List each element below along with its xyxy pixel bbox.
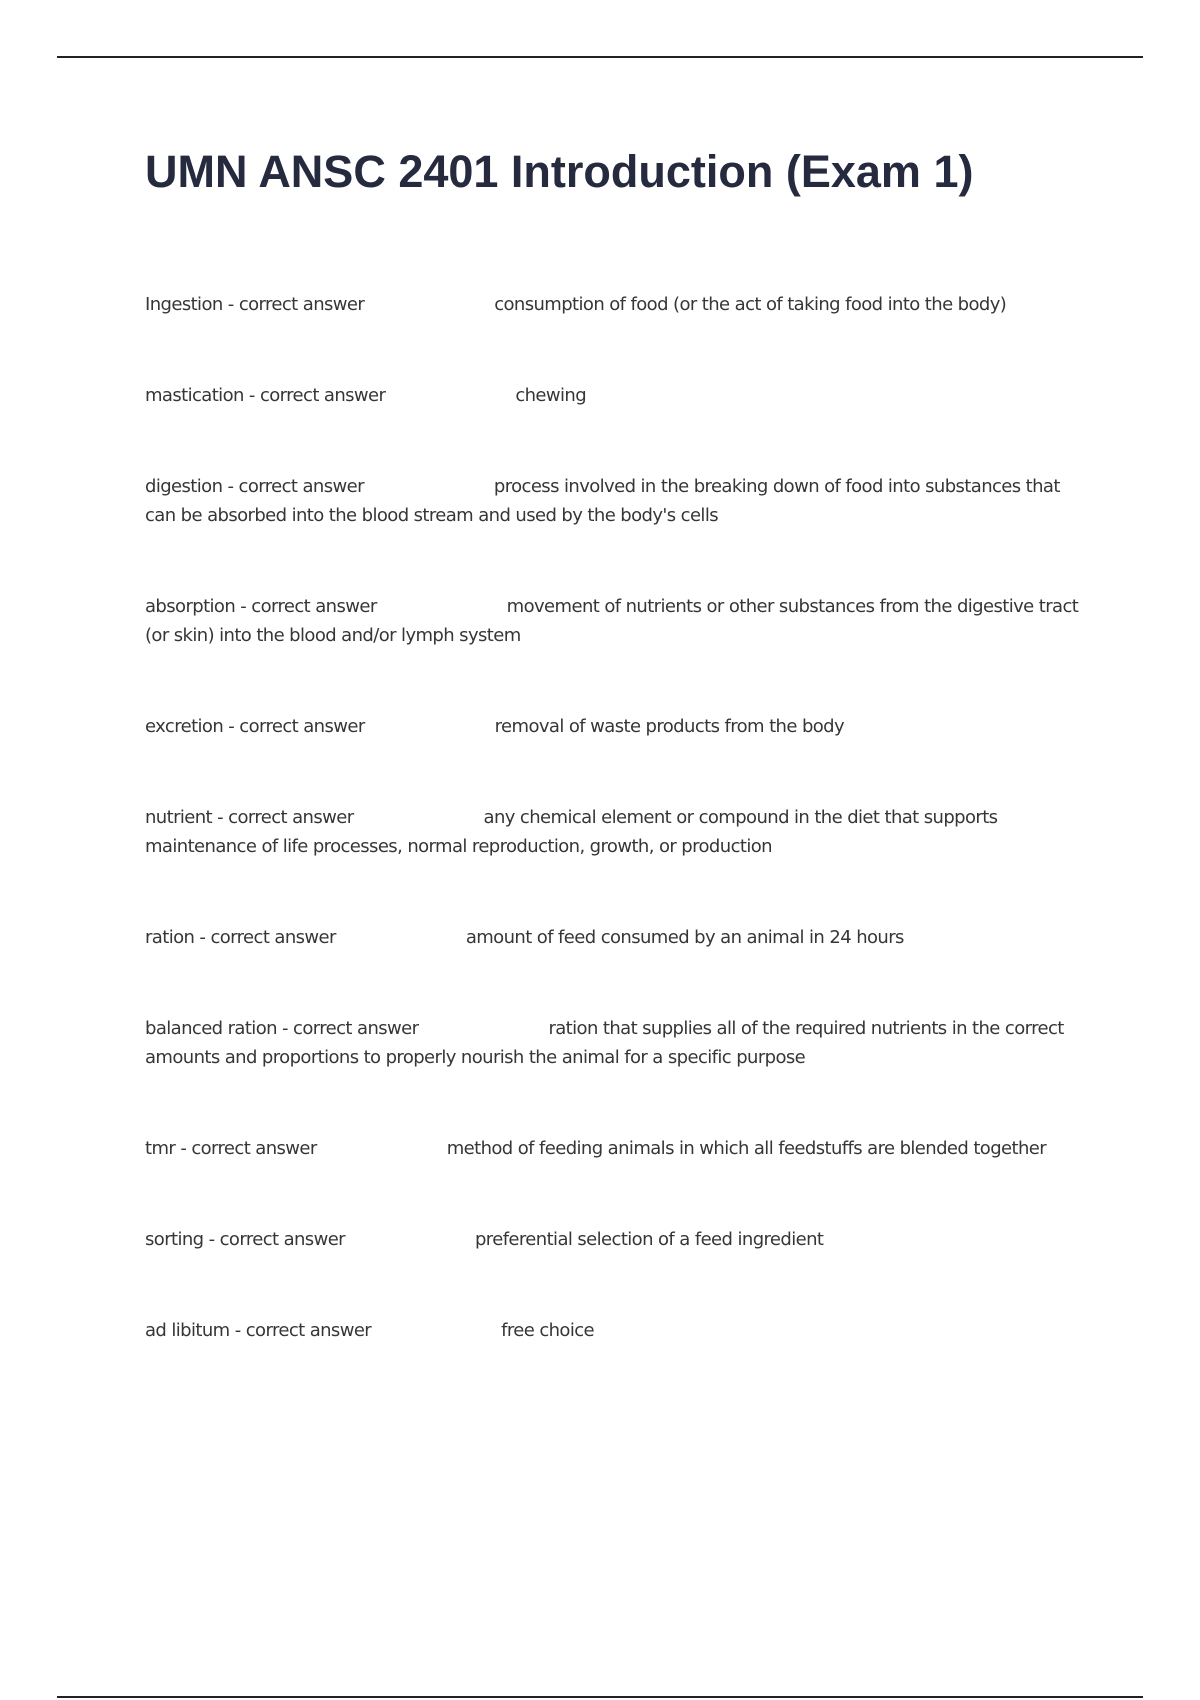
entry-definition: amount of feed consumed by an animal in 24 hours — [465, 927, 904, 948]
entry-definition: removal of waste products from the body — [494, 716, 845, 737]
list-item — [145, 1014, 1085, 1072]
entry-term: excretion - correct answer — [145, 716, 365, 737]
entry-term: mastication - correct answer — [145, 385, 386, 406]
entry-definition: preferential selection of a feed ingredient — [474, 1229, 824, 1250]
list-item — [145, 381, 1085, 410]
list-item — [145, 290, 1085, 319]
list-item — [145, 923, 1085, 952]
list-item — [145, 1134, 1085, 1163]
entry-definition: movement of nutrients or other substances from the digestive tract (or skin) into the blood and/or lymph system — [145, 596, 1079, 646]
list-item — [145, 803, 1085, 861]
entry-term: Ingestion - correct answer — [145, 294, 365, 315]
top-rule — [57, 56, 1143, 58]
entry-term: absorption - correct answer — [145, 596, 377, 617]
entry-term: digestion - correct answer — [145, 476, 364, 497]
entry-definition: any chemical element or compound in the diet that supports maintenance of life processes, normal reproduction, growth, or production — [145, 807, 998, 857]
entry-definition: chewing — [515, 385, 587, 406]
bottom-rule — [57, 1696, 1143, 1698]
entry-definition: consumption of food (or the act of taking food into the body) — [494, 294, 1007, 315]
entry-term: ration - correct answer — [145, 927, 336, 948]
entry-definition: ration that supplies all of the required nutrients in the correct amounts and proportions to properly nourish the animal for a specific purpose — [145, 1018, 1064, 1068]
list-item — [145, 712, 1085, 741]
entry-definition: method of feeding animals in which all feedstuffs are blended together — [446, 1138, 1047, 1159]
entry-definition: process involved in the breaking down of food into substances that can be absorbed into the blood stream and used by the body's cells — [145, 476, 1060, 526]
entry-term: ad libitum - correct answer — [145, 1320, 372, 1341]
entry-term: sorting - correct answer — [145, 1229, 345, 1250]
list-item — [145, 592, 1085, 650]
list-item — [145, 1316, 1085, 1345]
entry-term: tmr - correct answer — [145, 1138, 317, 1159]
entry-term: nutrient - correct answer — [145, 807, 354, 828]
entry-definition: free choice — [501, 1320, 595, 1341]
list-item — [145, 1225, 1085, 1254]
entry-term: balanced ration - correct answer — [145, 1018, 419, 1039]
list-item — [145, 472, 1085, 530]
page-title: UMN ANSC 2401 Introduction (Exam 1) — [145, 146, 974, 197]
flashcard-list — [145, 290, 1085, 1407]
